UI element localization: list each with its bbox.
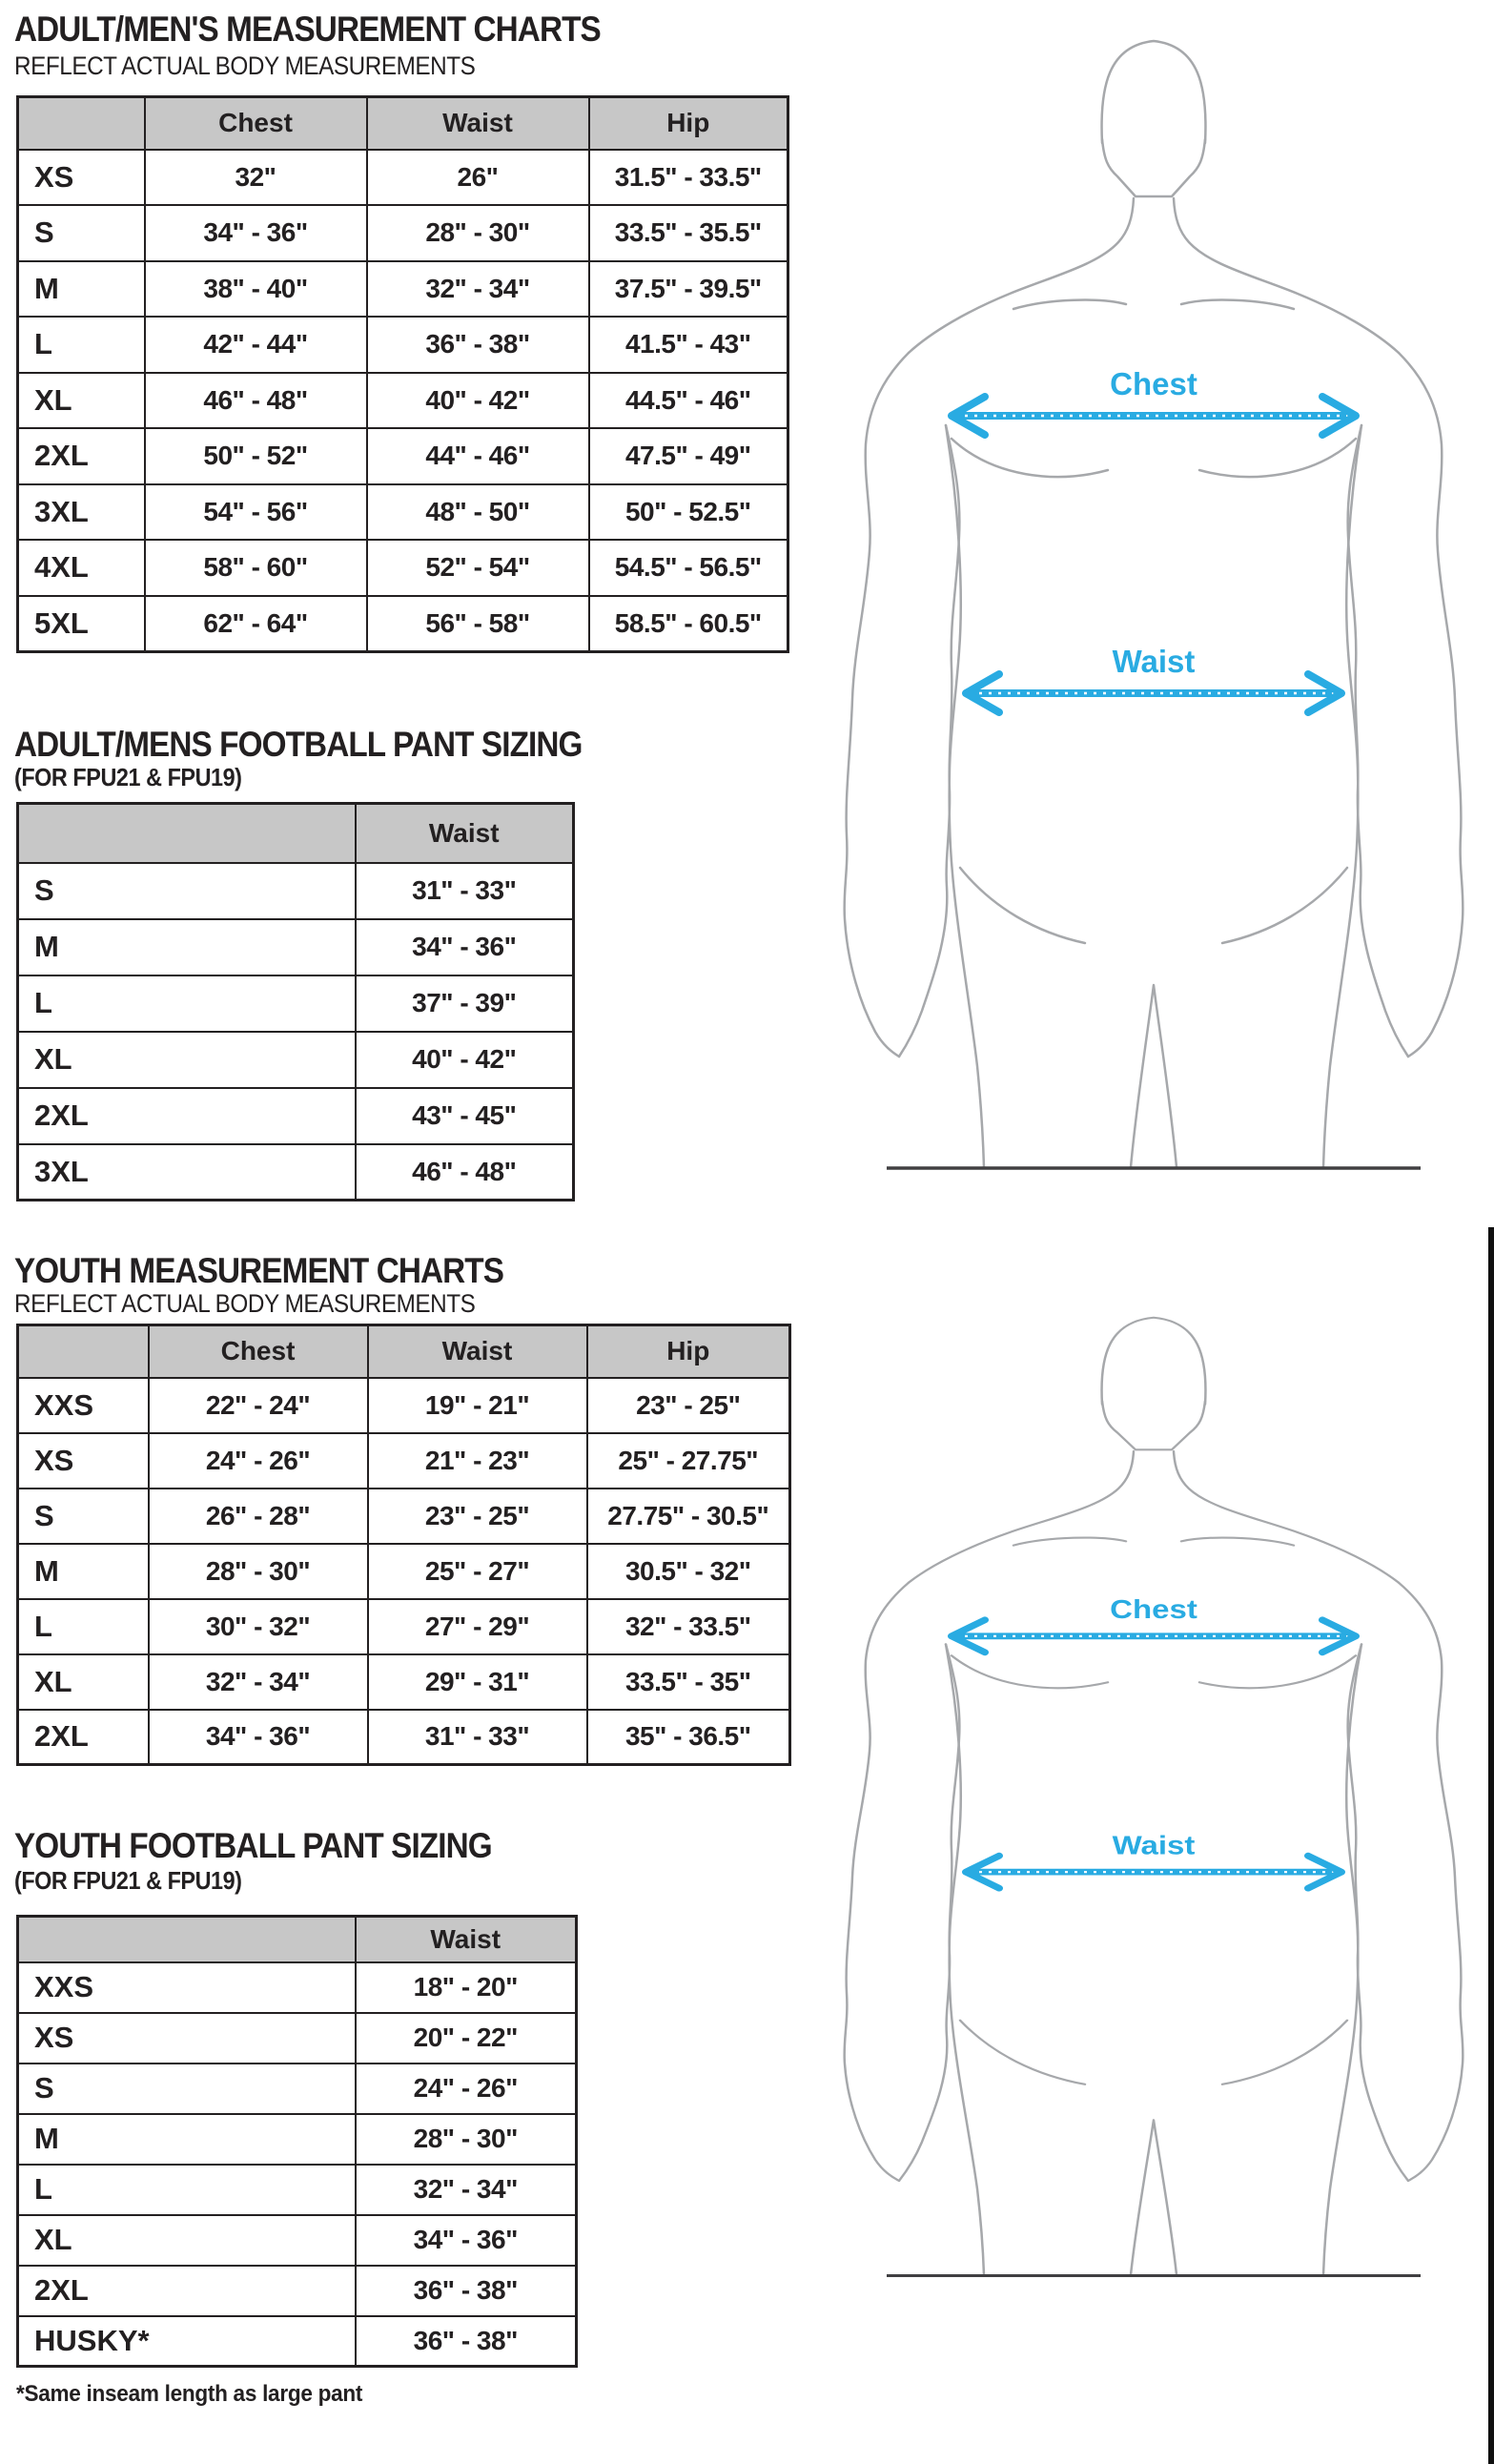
measurement-value: 50" - 52.5" [589,484,788,541]
size-label: XL [18,1032,356,1088]
table-row [18,1144,574,1201]
column-header: Hip [587,1325,790,1378]
table-row [18,1962,577,2013]
pant-footnote: *Same inseam length as large pant [16,2381,363,2407]
measurement-value: 32" - 33.5" [587,1599,790,1654]
table-row [18,540,788,596]
measurement-value: 26" - 28" [149,1489,368,1544]
measurement-value: 46" - 48" [145,373,367,429]
size-label: 2XL [18,428,145,484]
table-row [18,1489,790,1544]
table-corner-cell [18,1325,149,1378]
measurement-value: 34" - 36" [149,1710,368,1765]
size-label: S [18,2064,356,2114]
youth-pant-table [16,1915,578,2368]
measurement-value: 21" - 23" [368,1433,587,1489]
measurement-value: 27.75" - 30.5" [587,1489,790,1544]
size-label: M [18,1544,149,1599]
table-row [18,1088,574,1144]
column-header: Hip [589,97,788,150]
measurement-value: 46" - 48" [356,1144,574,1201]
measurement-value: 31" - 33" [356,863,574,919]
measurement-value: 30.5" - 32" [587,1544,790,1599]
adult-pant-table [16,802,575,1201]
measurement-value: 44" - 46" [367,428,589,484]
measurement-value: 29" - 31" [368,1654,587,1710]
measurement-value: 33.5" - 35.5" [589,205,788,261]
size-label: 2XL [18,1088,356,1144]
measurement-value: 32" - 34" [149,1654,368,1710]
table-row [18,863,574,919]
measurement-value: 50" - 52" [145,428,367,484]
youth-measurement-title: YOUTH MEASUREMENT CHARTS [14,1251,504,1290]
measurement-value: 37.5" - 39.5" [589,261,788,318]
table-corner-cell [18,804,356,863]
column-header: Waist [356,1917,577,1962]
table-row [18,596,788,652]
table-corner-cell [18,97,145,150]
size-label: L [18,2165,356,2215]
size-label: XL [18,1654,149,1710]
size-label: S [18,1489,149,1544]
size-label: M [18,261,145,318]
youth-body-figure [815,1305,1492,2278]
size-label: S [18,863,356,919]
measurement-value: 28" - 30" [356,2114,577,2165]
table-row [18,150,788,206]
measurement-value: 52" - 54" [367,540,589,596]
table-row [18,317,788,373]
measurement-value: 32" - 34" [367,261,589,318]
column-header: Waist [356,804,574,863]
size-label: XL [18,373,145,429]
size-label: 2XL [18,1710,149,1765]
measurement-value: 22" - 24" [149,1378,368,1433]
measurement-value: 37" - 39" [356,975,574,1032]
table-row [18,1599,790,1654]
measurement-value: 56" - 58" [367,596,589,652]
table-row [18,261,788,318]
measurement-value: 26" [367,150,589,206]
measurement-value: 25" - 27" [368,1544,587,1599]
measurement-value: 43" - 45" [356,1088,574,1144]
adult-measurement-title: ADULT/MEN'S MEASUREMENT CHARTS [14,10,601,49]
table-row [18,1433,790,1489]
measurement-value: 62" - 64" [145,596,367,652]
measurement-value: 40" - 42" [367,373,589,429]
table-row [18,1710,790,1765]
size-label: 3XL [18,1144,356,1201]
youth-pant-title: YOUTH FOOTBALL PANT SIZING [14,1826,492,1865]
measurement-value: 33.5" - 35" [587,1654,790,1710]
measurement-value: 36" - 38" [356,2316,577,2367]
table-row [18,428,788,484]
table-row [18,919,574,975]
size-label: XXS [18,1378,149,1433]
measurement-value: 54" - 56" [145,484,367,541]
size-label: L [18,1599,149,1654]
measurement-value: 18" - 20" [356,1962,577,2013]
table-row [18,484,788,541]
table-row [18,2114,577,2165]
column-header: Chest [145,97,367,150]
table-row [18,2013,577,2064]
size-label: XS [18,1433,149,1489]
size-label: M [18,919,356,975]
page-edge-bar [1488,1227,1494,2464]
adult-pant-subtitle: (FOR FPU21 & FPU19) [14,763,242,791]
table-row [18,1032,574,1088]
table-corner-cell [18,1917,356,1962]
size-label: XXS [18,1962,356,2013]
measurement-value: 34" - 36" [356,919,574,975]
measurement-value: 41.5" - 43" [589,317,788,373]
table-row [18,1544,790,1599]
measurement-value: 23" - 25" [587,1378,790,1433]
adult-body-figure [815,27,1492,1171]
size-label: 4XL [18,540,145,596]
measurement-value: 23" - 25" [368,1489,587,1544]
measurement-value: 31.5" - 33.5" [589,150,788,206]
table-row [18,205,788,261]
measurement-value: 34" - 36" [356,2215,577,2266]
measurement-value: 35" - 36.5" [587,1710,790,1765]
table-row [18,373,788,429]
table-row [18,1654,790,1710]
measurement-value: 36" - 38" [367,317,589,373]
size-label: XL [18,2215,356,2266]
table-row [18,2215,577,2266]
column-header: Chest [149,1325,368,1378]
measurement-value: 25" - 27.75" [587,1433,790,1489]
youth-measurement-subtitle: REFLECT ACTUAL BODY MEASUREMENTS [14,1289,476,1318]
measurement-value: 42" - 44" [145,317,367,373]
table-row [18,2165,577,2215]
youth-measurement-table [16,1324,791,1766]
measurement-value: 30" - 32" [149,1599,368,1654]
measurement-value: 38" - 40" [145,261,367,318]
measurement-value: 28" - 30" [367,205,589,261]
adult-pant-title: ADULT/MENS FOOTBALL PANT SIZING [14,725,583,764]
size-label: 3XL [18,484,145,541]
measurement-value: 28" - 30" [149,1544,368,1599]
size-label: 2XL [18,2266,356,2316]
measurement-value: 58" - 60" [145,540,367,596]
measurement-value: 34" - 36" [145,205,367,261]
size-label: S [18,205,145,261]
size-label: L [18,975,356,1032]
size-label: 5XL [18,596,145,652]
measurement-value: 54.5" - 56.5" [589,540,788,596]
adult-measurement-table [16,95,789,653]
measurement-value: 20" - 22" [356,2013,577,2064]
table-row [18,2316,577,2367]
measurement-value: 24" - 26" [356,2064,577,2114]
measurement-value: 44.5" - 46" [589,373,788,429]
table-row [18,2064,577,2114]
size-label: M [18,2114,356,2165]
column-header: Waist [367,97,589,150]
column-header: Waist [368,1325,587,1378]
measurement-value: 48" - 50" [367,484,589,541]
measurement-value: 24" - 26" [149,1433,368,1489]
table-row [18,975,574,1032]
table-row [18,2266,577,2316]
measurement-value: 36" - 38" [356,2266,577,2316]
measurement-value: 32" - 34" [356,2165,577,2215]
measurement-value: 40" - 42" [356,1032,574,1088]
youth-pant-subtitle: (FOR FPU21 & FPU19) [14,1866,242,1895]
measurement-value: 32" [145,150,367,206]
size-label: XS [18,150,145,206]
measurement-value: 58.5" - 60.5" [589,596,788,652]
size-label: HUSKY* [18,2316,356,2367]
table-row [18,1378,790,1433]
measurement-value: 47.5" - 49" [589,428,788,484]
measurement-value: 27" - 29" [368,1599,587,1654]
measurement-value: 31" - 33" [368,1710,587,1765]
size-label: L [18,317,145,373]
measurement-value: 19" - 21" [368,1378,587,1433]
size-label: XS [18,2013,356,2064]
adult-measurement-subtitle: REFLECT ACTUAL BODY MEASUREMENTS [14,51,476,80]
